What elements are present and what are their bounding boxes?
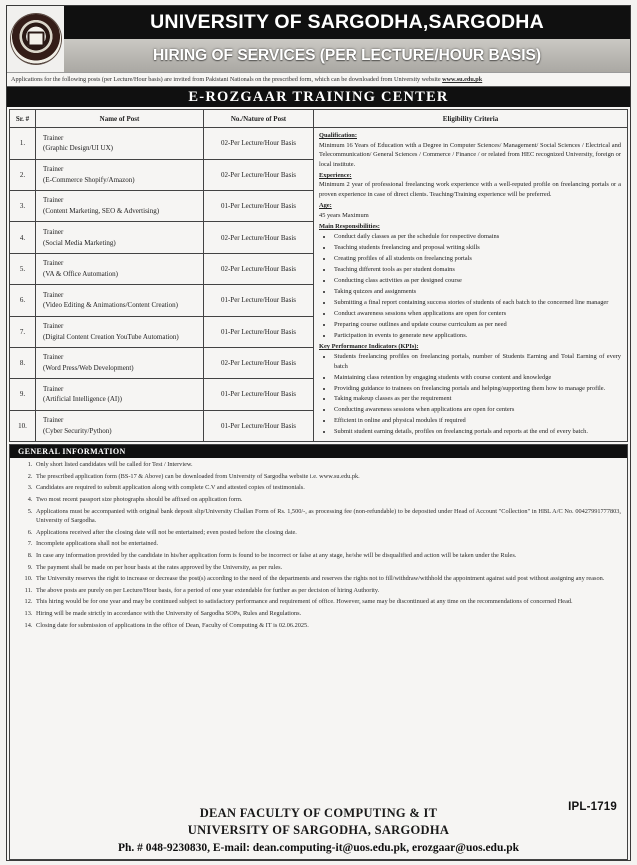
row-post (36, 191, 204, 222)
row-nature: 01-Per Lecture/Hour Basis (204, 316, 314, 347)
qualification-text: Minimum 16 Years of Education with a Degree in Computer Sciences/ Management/ Social Sciences / Electrical and Telecommunication/ General Sciences / Commerce / Finance / or related from HEC recognized University, foreign or local institute. (319, 141, 621, 168)
row-post (36, 379, 204, 410)
list-item: 1. Only short listed candidates will be called for Test / Interview. (34, 460, 621, 469)
post-subtitle: (Artificial Intelligence (AI)) (43, 395, 122, 404)
post-title: Trainer (43, 133, 64, 142)
advertisement-frame (6, 5, 631, 861)
header-titles (64, 6, 630, 72)
row-nature: 02-Per Lecture/Hour Basis (204, 128, 314, 159)
row-sr: 5. (10, 253, 36, 284)
post-title: Trainer (43, 353, 64, 362)
list-item: 4. Two most recent passport size photographs should be affixed on application form. (34, 495, 621, 504)
list-item: • Conducting class activities as per designed course (333, 276, 621, 285)
row-sr: 4. (10, 222, 36, 253)
post-title: Trainer (43, 165, 64, 174)
list-item: • Submitting a final report containing success stories of students of each batch to the concerned line manager (333, 298, 621, 307)
general-information-box (9, 444, 628, 860)
header (7, 6, 630, 72)
row-sr: 8. (10, 347, 36, 378)
list-item: 13. Hiring will be made strictly in accordance with the University of Sargodha SOPs, Rules and Regulations. (34, 609, 621, 618)
row-sr: 6. (10, 285, 36, 316)
table-header-row (10, 110, 628, 128)
list-item: • Conduct awareness sessions when applications are open for centers (333, 309, 621, 318)
list-item: • Conduct daily classes as per the schedule for respective domains (333, 232, 621, 241)
post-subtitle: (Social Media Marketing) (43, 238, 116, 247)
list-item: • Creating profiles of all students on freelancing portals (333, 254, 621, 263)
list-item: • Providing guidance to trainees on freelancing portals and helping/supporting them how to manage profile. (333, 384, 621, 393)
col-header-sr: Sr. # (10, 110, 36, 128)
list-item: 7. Incomplete applications shall not be entertained. (34, 539, 621, 548)
row-post (36, 410, 204, 441)
ipl-reference: IPL-1719 (568, 801, 617, 814)
col-header-name-of-post: Name of Post (36, 110, 204, 128)
col-header-eligibility: Eligibility Criteria (314, 110, 628, 128)
list-item: • Teaching different tools as per student domains (333, 265, 621, 274)
list-item: 6. Applications received after the closing date will not be entertained; even posted before the closing date. (34, 528, 621, 537)
posts-table (9, 109, 628, 442)
footer-dean-line: DEAN FACULTY OF COMPUTING & IT (199, 806, 438, 821)
row-sr: 1. (10, 128, 36, 159)
list-item: 10. The University reserves the right to increase or decrease the post(s) according to the need of the departments and reserves the rights not to fill/withdraw/withhold the appointment against said post without assigning any reason. (34, 574, 621, 583)
post-subtitle: (E-Commerce Shopify/Amazon) (43, 175, 135, 184)
kpi-label: Key Performance Indicators (KPIs): (319, 342, 419, 350)
row-sr: 10. (10, 410, 36, 441)
age-label: Age: (319, 202, 332, 210)
row-nature: 02-Per Lecture/Hour Basis (204, 347, 314, 378)
age-text: 45 years Maximum (319, 211, 369, 219)
post-subtitle: (Graphic Design/UI UX) (43, 144, 113, 153)
post-title: Trainer (43, 416, 64, 425)
intro-text: Applications for the following posts (per Lecture/Hour basis) are invited from Pakistani Nationals on the prescribed form, which can be downloaded from University website (11, 76, 441, 83)
center-title: E-ROZGAAR TRAINING CENTER (7, 87, 630, 107)
list-item: • Efficient in online and physical modules if required (333, 416, 621, 425)
kpi-list (319, 352, 621, 436)
list-item: • Maintaining class retention by engaging students with course content and knowledge (333, 373, 621, 382)
footer (10, 801, 627, 859)
row-sr: 2. (10, 159, 36, 190)
experience-label: Experience: (319, 171, 352, 179)
row-nature: 01-Per Lecture/Hour Basis (204, 191, 314, 222)
row-sr: 3. (10, 191, 36, 222)
list-item: 2. The prescribed application form (BS-17 & Above) can be downloaded from University of Sargodha website i.e. www.su.edu.pk. (34, 472, 621, 481)
post-subtitle: (Digital Content Creation YouTube Automation) (43, 332, 179, 341)
responsibilities-label: Main Responsibilities: (319, 222, 380, 230)
post-subtitle: (VA & Office Automation) (43, 269, 118, 278)
row-sr: 9. (10, 379, 36, 410)
row-post (36, 253, 204, 284)
logo-container (7, 6, 64, 72)
experience-text: Minimum 2 year of professional freelancing work experience with a well-reputed profile on freelancing portals or a proven experience in case of direct clients. Teaching/Training experience will be preferred. (319, 181, 621, 198)
list-item: 3. Candidates are required to submit application along with complete C.V and attested copies of testimonials. (34, 483, 621, 492)
table-row (10, 128, 628, 159)
row-nature: 02-Per Lecture/Hour Basis (204, 253, 314, 284)
list-item: • Participation in events to generate new applications. (333, 331, 621, 340)
post-subtitle: (Word Press/Web Development) (43, 364, 134, 373)
list-item: • Submit student earning details, profiles on freelancing portals and reports at the end of every batch. (333, 427, 621, 436)
list-item: • Conducting awareness sessions when applications are open for centers (333, 405, 621, 414)
row-nature: 02-Per Lecture/Hour Basis (204, 222, 314, 253)
row-nature: 01-Per Lecture/Hour Basis (204, 379, 314, 410)
footer-contact-line: Ph. # 048-9230830, E-mail: dean.computing-it@uos.edu.pk, erozgaar@uos.edu.pk (117, 841, 520, 854)
general-information-container (7, 442, 630, 860)
university-title: UNIVERSITY OF SARGODHA,SARGODHA (64, 6, 630, 39)
list-item: 12. This hiring would be for one year and may be continued subject to satisfactory performance and requirement of office. However, same may be discontinued at any time on the recommendations of concerned Head. (34, 597, 621, 606)
list-item: 11. The above posts are purely on per Lecture/Hour basis, for a period of one year extendable for further as per decision of hiring Authority. (34, 586, 621, 595)
general-information-heading: GENERAL INFORMATION (10, 445, 627, 458)
list-item: 8. In case any information provided by the candidate in his/her application form is found to be incorrect or false at any stage, he/she will be disqualified and action will be taken under the Rules. (34, 551, 621, 560)
qualification-label: Qualification: (319, 132, 357, 140)
list-item: • Students freelancing profiles on freelancing portals, number of Students Earning and Total Earning of every batch (333, 352, 621, 371)
intro-website-link[interactable]: www.su.edu.pk (442, 76, 483, 83)
footer-university-line: UNIVERSITY OF SARGODHA, SARGODHA (187, 823, 450, 838)
university-seal-icon (11, 14, 61, 64)
list-item: • Preparing course outlines and update course curriculum as per need (333, 320, 621, 329)
post-title: Trainer (43, 227, 64, 236)
list-item: • Taking quizzes and assignments (333, 287, 621, 296)
row-nature: 01-Per Lecture/Hour Basis (204, 410, 314, 441)
row-post (36, 222, 204, 253)
post-subtitle: (Cyber Security/Python) (43, 426, 112, 435)
eligibility-cell (314, 128, 628, 442)
posts-table-container (7, 107, 630, 442)
list-item: 14. Closing date for submission of applications in the office of Dean, Faculty of Computing & IT is 02.06.2025. (34, 621, 621, 630)
row-nature: 01-Per Lecture/Hour Basis (204, 285, 314, 316)
row-sr: 7. (10, 316, 36, 347)
col-header-nature-of-post: No./Nature of Post (204, 110, 314, 128)
list-item: 5. Applications must be accompanied with original bank deposit slip/University Challan Form of Rs. 1,500/-, as processing fee (non-refundable) to be deposited under Head of Account "Collection" in HBL A/C No. 00427991777803, University of Sargodha. (34, 507, 621, 526)
post-title: Trainer (43, 321, 64, 330)
list-item: • Teaching students freelancing and proposal writing skills (333, 243, 621, 252)
hiring-subtitle: HIRING OF SERVICES (PER LECTURE/HOUR BASIS) (64, 39, 630, 72)
row-post (36, 316, 204, 347)
row-post (36, 347, 204, 378)
post-title: Trainer (43, 384, 64, 393)
intro-note (7, 72, 630, 87)
post-title: Trainer (43, 259, 64, 268)
row-post (36, 128, 204, 159)
post-subtitle: (Content Marketing, SEO & Advertising) (43, 207, 160, 216)
row-nature: 02-Per Lecture/Hour Basis (204, 159, 314, 190)
general-information-list (10, 460, 627, 632)
row-post (36, 159, 204, 190)
list-item: 9. The payment shall be made on per hour basis at the rates approved by the University, as per rules. (34, 563, 621, 572)
post-title: Trainer (43, 290, 64, 299)
post-subtitle: (Video Editing & Animations/Content Creation) (43, 301, 178, 310)
responsibilities-list (319, 232, 621, 340)
row-post (36, 285, 204, 316)
list-item: • Taking makeup classes as per the requirement (333, 394, 621, 403)
post-title: Trainer (43, 196, 64, 205)
